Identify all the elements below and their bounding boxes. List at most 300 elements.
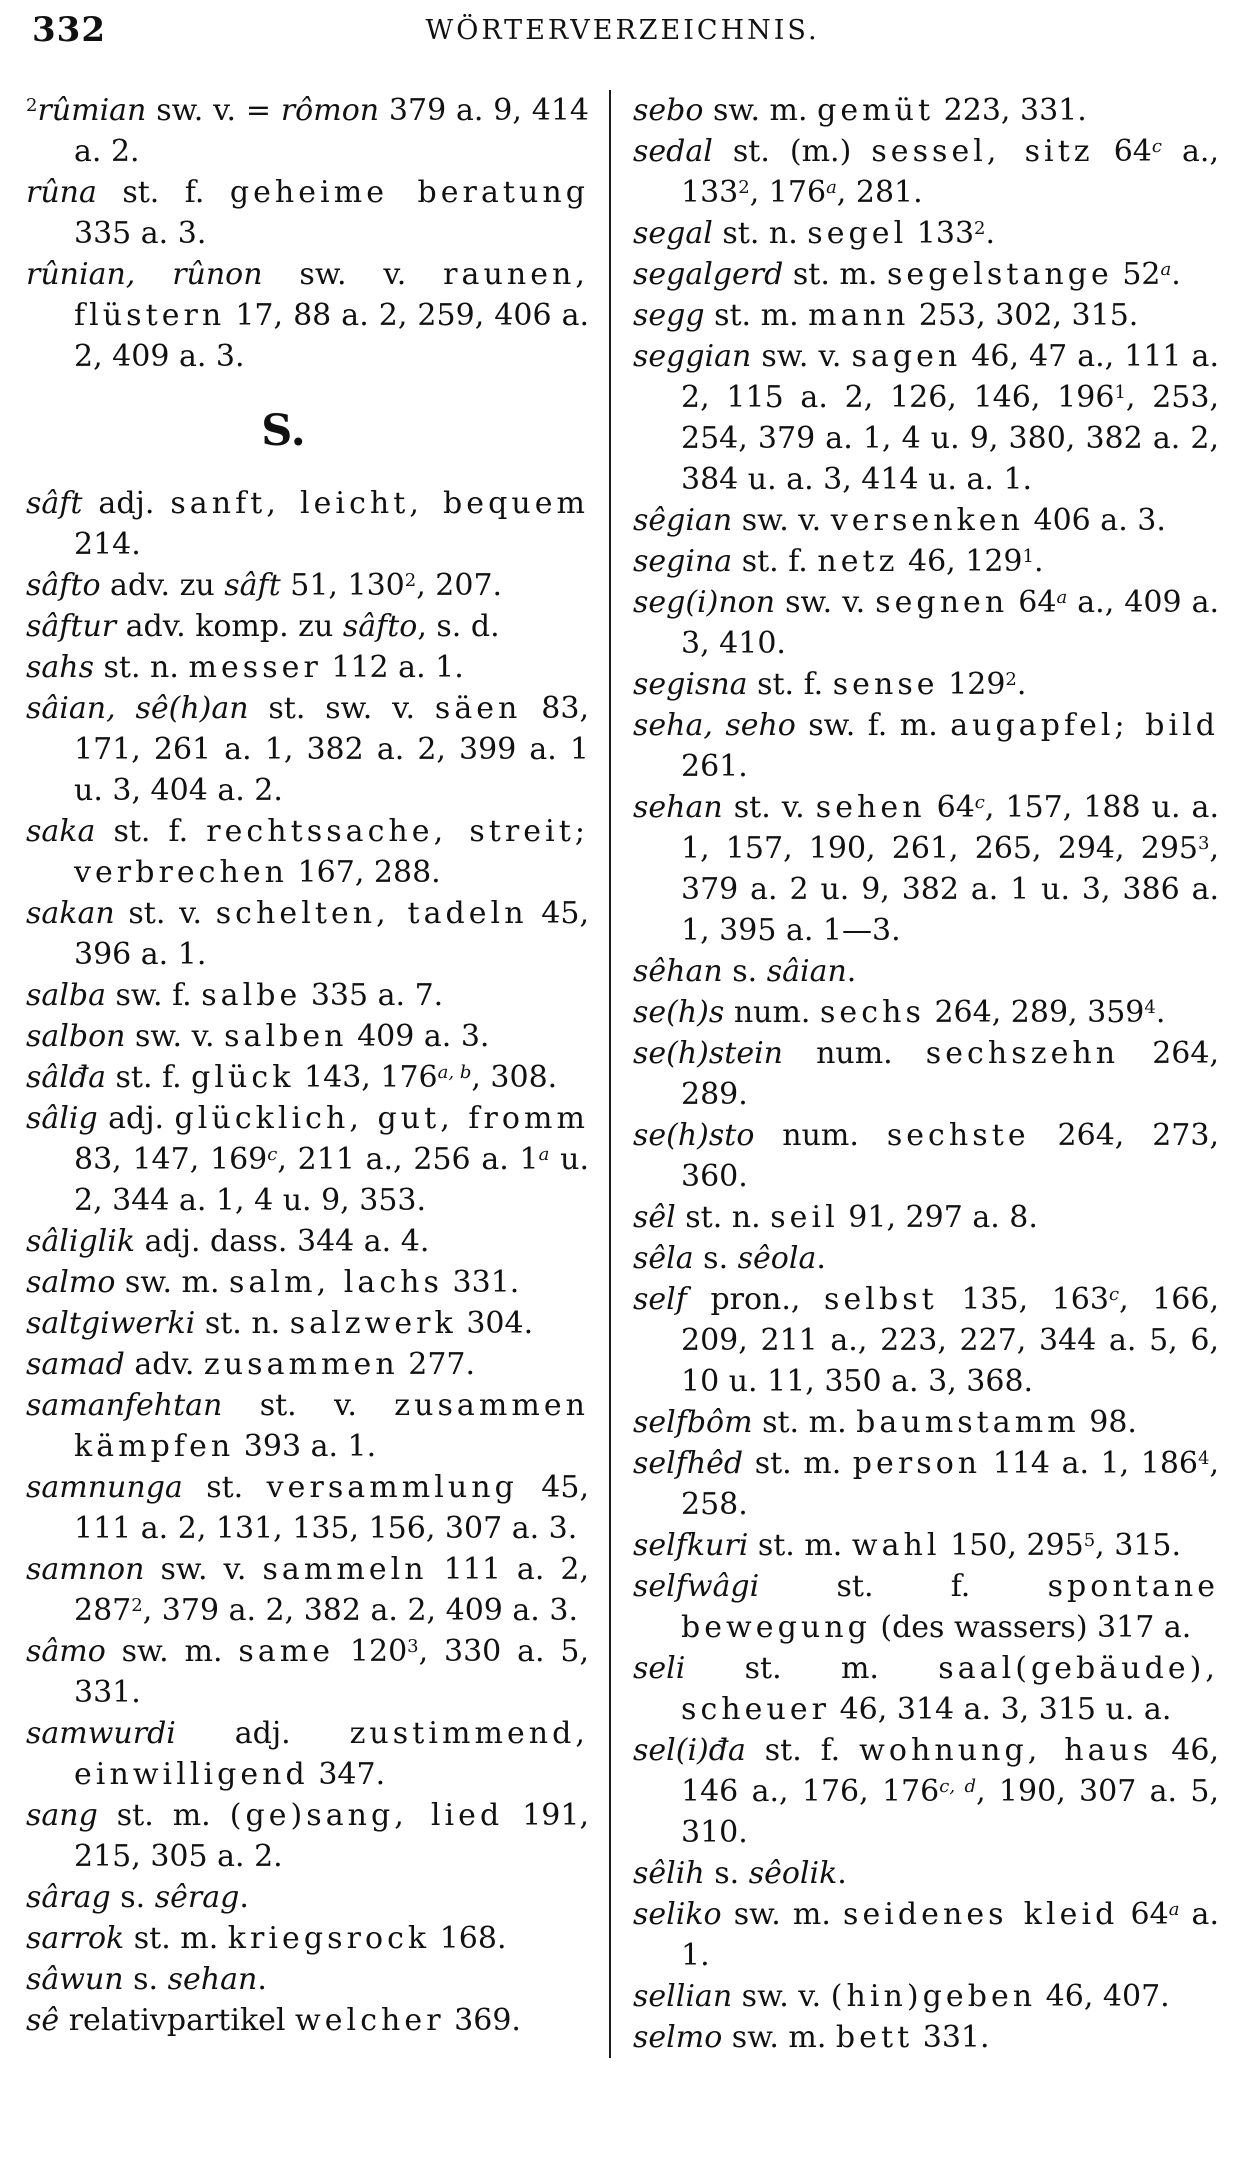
dictionary-entry: [633, 213, 1219, 254]
entry-text: 46, 129: [898, 544, 1023, 579]
entry-text: s.: [704, 1856, 749, 1891]
dictionary-entry: [633, 295, 1219, 336]
entry-text: 304.: [456, 1306, 534, 1341]
entry-headword: seli: [633, 1651, 686, 1686]
entry-text: , 315.: [1095, 1528, 1182, 1563]
entry-headword: segisna: [633, 667, 748, 702]
entry-text: raunen, flüstern: [74, 257, 589, 333]
dictionary-entry: [633, 500, 1219, 541]
entry-text: st. m.: [743, 1446, 853, 1481]
entry-text: sehan: [167, 1962, 258, 1997]
entry-headword: sedal: [633, 134, 713, 169]
entry-text: 46, 146 a., 176, 176: [681, 1733, 1219, 1809]
entry-text: wohnung, haus: [859, 1733, 1153, 1768]
entry-text: salbe: [201, 978, 302, 1013]
entry-text: netz: [817, 544, 899, 579]
entry-text: rômon: [280, 93, 380, 128]
entry-headword: se(h)stein: [633, 1036, 783, 1071]
entry-text: mann: [808, 298, 910, 333]
two-column-layout: [26, 90, 1219, 2058]
entry-text: , 157, 188 u. a. 1, 157, 190, 261, 265, 294, 295: [681, 790, 1219, 866]
entry-headword: sâftur: [26, 609, 117, 644]
entry-text: 17, 88 a. 2, 259, 406 a. 2, 409 a. 3.: [74, 298, 589, 374]
entry-text: 214.: [74, 527, 141, 562]
entry-text: 264, 289, 359: [924, 995, 1145, 1030]
entry-text: 253, 302, 315.: [909, 298, 1139, 333]
entry-text: 5: [1083, 1530, 1096, 1551]
entry-text: sw. v.: [732, 503, 831, 538]
entry-headword: sâian, sê(h)an: [26, 691, 249, 726]
dictionary-entry: [26, 1221, 589, 1262]
entry-text: a: [1168, 1899, 1180, 1920]
entry-text: (des wassers) 317 a.: [870, 1610, 1192, 1645]
entry-text: , 211 a., 256 a. 1: [277, 1142, 539, 1177]
entry-text: st. m.: [97, 1798, 230, 1833]
entry-text: .: [837, 1856, 847, 1891]
entry-text: salzwerk: [289, 1306, 457, 1341]
entry-text: sâft: [224, 568, 281, 603]
entry-text: adj.: [82, 486, 171, 521]
entry-text: sw. v.: [732, 1979, 831, 2014]
entry-headword: segal: [633, 216, 713, 251]
entry-text: 45, 396 a. 1.: [74, 896, 589, 972]
entry-text: st. f.: [105, 1060, 192, 1095]
page-header: [26, 10, 1219, 56]
entry-text: st. f.: [95, 814, 207, 849]
entry-headword: samnon: [26, 1552, 145, 1587]
entry-text: zusammen: [203, 1347, 399, 1382]
entry-text: 114 a. 1, 186: [981, 1446, 1198, 1481]
entry-text: 191, 215, 305 a. 2.: [74, 1798, 589, 1874]
dictionary-entry: [633, 1033, 1219, 1115]
entry-text: 46, 407.: [1036, 1979, 1170, 2014]
entry-headword: seha, seho: [633, 708, 796, 743]
dictionary-entry: [633, 2017, 1219, 2058]
entry-text: , 176: [749, 175, 827, 210]
entry-text: sw. v.: [751, 339, 852, 374]
entry-text: seil: [770, 1200, 839, 1235]
entry-text: sw. m.: [105, 1634, 239, 1669]
entry-text: augapfel; bild: [950, 708, 1219, 743]
entry-text: 347.: [308, 1757, 386, 1792]
entry-text: wahl: [851, 1528, 941, 1563]
entry-text: , 166, 209, 211 a., 223, 227, 344 a. 5, 6, 10 u. 11, 350 a. 3, 368.: [681, 1282, 1219, 1399]
entry-text: 223, 331.: [934, 93, 1087, 128]
dictionary-entry: [633, 1525, 1219, 1566]
entry-text: segelstange: [886, 257, 1113, 292]
entry-text: 4: [1144, 997, 1156, 1018]
entry-text: 45, 111 a. 2, 131, 135, 156, 307 a. 3.: [74, 1470, 589, 1546]
entry-text: 2: [738, 177, 750, 198]
dictionary-entry: [633, 336, 1219, 500]
entry-text: , 190, 307 a. 5, 310.: [681, 1774, 1219, 1850]
entry-text: sw. f. m.: [795, 708, 951, 743]
entry-text: st. m.: [124, 1921, 228, 1956]
entry-headword: sâfto: [26, 568, 101, 603]
entry-text: 331.: [913, 2020, 990, 2055]
page-title: WÖRTERVERZEICHNIS.: [425, 15, 820, 46]
dictionary-entry: [26, 1262, 589, 1303]
entry-text: .: [257, 1962, 267, 1997]
entry-text: , 308.: [471, 1060, 558, 1095]
entry-text: 64: [1093, 134, 1152, 169]
entry-headword: samad: [26, 1347, 125, 1382]
entry-text: 112 a. 1.: [321, 650, 464, 685]
entry-text: sense: [832, 667, 939, 702]
entry-headword: rûna: [26, 175, 97, 210]
entry-text: .: [1033, 544, 1044, 579]
entry-text: 335 a. 7.: [301, 978, 444, 1013]
entry-headword: sâwun: [26, 1962, 124, 1997]
entry-headword: salbon: [26, 1019, 126, 1054]
entry-text: geheime beratung: [229, 175, 589, 210]
dictionary-entry: [633, 1730, 1219, 1853]
entry-headword: sahs: [26, 650, 94, 685]
dictionary-entry: [633, 131, 1219, 213]
entry-text: 135, 163: [937, 1282, 1109, 1317]
entry-text: st.: [182, 1470, 267, 1505]
dictionary-entry: [633, 1976, 1219, 2017]
dictionary-entry: [633, 1238, 1219, 1279]
dictionary-entry: [26, 1549, 589, 1631]
entry-text: adj.: [175, 1716, 350, 1751]
dictionary-entry: [26, 172, 589, 254]
entry-text: adj. dass. 344 a. 4.: [135, 1224, 430, 1259]
entry-headword: sâft: [26, 486, 83, 521]
dictionary-entry: [26, 606, 589, 647]
entry-text: c: [1151, 136, 1162, 157]
entry-text: a: [1160, 259, 1172, 280]
dictionary-entry: [26, 2000, 589, 2041]
entry-text: .: [1016, 667, 1027, 702]
entry-text: sw. v. =: [146, 93, 281, 128]
entry-headword: sang: [26, 1798, 98, 1833]
entry-text: s.: [722, 954, 767, 989]
entry-text: sw. v.: [144, 1552, 263, 1587]
entry-text: 2: [131, 1595, 143, 1616]
entry-text: sehen: [815, 790, 926, 825]
entry-headword: sêhan: [633, 954, 723, 989]
entry-text: segnen: [875, 585, 1009, 620]
entry-text: , 330 a. 5, 331.: [74, 1634, 589, 1710]
entry-text: versenken: [830, 503, 1024, 538]
dictionary-entry: [633, 787, 1219, 951]
entry-text: 64: [925, 790, 975, 825]
entry-text: a: [1056, 587, 1068, 608]
entry-text: st. v.: [722, 790, 816, 825]
left-column: [26, 90, 609, 2058]
dictionary-entry: [26, 1098, 589, 1221]
dictionary-entry: [633, 1115, 1219, 1197]
entry-text: 335 a. 3.: [74, 216, 207, 251]
dictionary-entry: [26, 1344, 589, 1385]
entry-text: sêolik: [748, 1856, 838, 1891]
entry-text: s.: [110, 1880, 155, 1915]
entry-headword: sâlig: [26, 1101, 98, 1136]
entry-text: .: [1155, 995, 1166, 1030]
entry-text: .: [846, 954, 857, 989]
dictionary-entry: [26, 893, 589, 975]
entry-text: , 207.: [416, 568, 503, 603]
entry-text: sechszehn: [925, 1036, 1120, 1071]
entry-text: .: [816, 1241, 826, 1276]
dictionary-entry: [26, 1795, 589, 1877]
entry-text: 51, 130: [280, 568, 405, 603]
dictionary-entry: [633, 705, 1219, 787]
entry-text: adj.: [97, 1101, 175, 1136]
entry-headword: sâlđa: [26, 1060, 106, 1095]
dictionary-entry: [26, 1016, 589, 1057]
entry-headword: saka: [26, 814, 96, 849]
entry-text: sechs: [819, 995, 925, 1030]
entry-headword: seliko: [633, 1897, 722, 1932]
entry-text: sw. m.: [115, 1265, 230, 1300]
dictionary-entry: [26, 483, 589, 565]
entry-text: c: [1108, 1284, 1120, 1305]
entry-text: same: [238, 1634, 335, 1669]
entry-text: c: [974, 792, 985, 813]
entry-text: 1: [1022, 546, 1034, 567]
entry-text: sw. v.: [125, 1019, 225, 1054]
entry-text: a, b: [437, 1062, 472, 1083]
entry-text: 46, 47 a., 111 a. 2, 115 a. 2, 126, 146, 196: [681, 339, 1219, 415]
entry-text: 2: [26, 95, 38, 116]
entry-headword: segina: [633, 544, 733, 579]
entry-headword: selfkuri: [633, 1528, 749, 1563]
entry-headword: segg: [633, 298, 705, 333]
entry-headword: samanfehtan: [26, 1388, 223, 1423]
entry-text: gemüt: [817, 93, 935, 128]
entry-text: sechste: [886, 1118, 1030, 1153]
entry-headword: salmo: [26, 1265, 116, 1300]
section-heading: S.: [261, 406, 306, 456]
entry-text: 2: [404, 570, 417, 591]
entry-text: st. m.: [748, 1528, 852, 1563]
entry-text: 111 a. 2, 287: [74, 1552, 589, 1628]
entry-text: zusammen kämpfen: [74, 1388, 589, 1464]
dictionary-entry: [26, 811, 589, 893]
entry-headword: rûmian: [37, 93, 147, 128]
entry-text: 143, 176: [294, 1060, 438, 1095]
entry-text: adv.: [124, 1347, 204, 1382]
entry-text: 393 a. 1.: [234, 1429, 377, 1464]
entry-text: st. m.: [704, 298, 809, 333]
entry-text: adv. komp. zu: [116, 609, 343, 644]
dictionary-entry: [26, 1385, 589, 1467]
entry-text: bett: [835, 2020, 914, 2055]
entry-text: 98.: [1079, 1405, 1137, 1440]
entry-text: 369.: [444, 2003, 521, 2038]
entry-text: st. (m.): [712, 134, 872, 169]
entry-headword: sâliglik: [26, 1224, 136, 1259]
entry-text: (ge)sang, lied: [229, 1798, 504, 1833]
entry-text: st. n.: [675, 1200, 771, 1235]
entry-text: st. m.: [685, 1651, 939, 1686]
entry-headword: sebo: [633, 93, 704, 128]
entry-text: sâian: [766, 954, 847, 989]
entry-text: 264, 289.: [681, 1036, 1219, 1112]
dictionary-entry: [633, 951, 1219, 992]
entry-text: 406 a. 3.: [1023, 503, 1166, 538]
entry-headword: se(h)sto: [633, 1118, 755, 1153]
entry-headword: rûnian, rûnon: [26, 257, 263, 292]
entry-text: 379 a. 9, 414 a. 2.: [74, 93, 589, 169]
entry-headword: sârag: [26, 1880, 111, 1915]
entry-text: , 258.: [681, 1446, 1219, 1522]
dictionary-entry: [26, 1877, 589, 1918]
entry-text: , 379 a. 2 u. 9, 382 a. 1 u. 3, 386 a. 1, 395 a. 1—3.: [681, 831, 1219, 948]
entry-text: st. n.: [195, 1306, 290, 1341]
entry-text: sw. m.: [721, 1897, 844, 1932]
entry-text: baumstamm: [856, 1405, 1080, 1440]
entry-headword: seg(i)non: [633, 585, 776, 620]
dictionary-entry: [633, 1853, 1219, 1894]
entry-text: sw. m.: [703, 93, 818, 128]
dictionary-entry: [26, 1467, 589, 1549]
entry-text: a: [826, 177, 837, 198]
entry-headword: sellian: [633, 1979, 733, 2014]
entry-text: a., 133: [681, 134, 1219, 210]
entry-text: sw. v.: [775, 585, 876, 620]
dictionary-entry: [633, 1279, 1219, 1402]
entry-text: salben: [224, 1019, 348, 1054]
entry-headword: self: [633, 1282, 687, 1317]
entry-text: 331.: [443, 1265, 520, 1300]
entry-text: s.: [123, 1962, 168, 1997]
dictionary-entry: [26, 254, 589, 377]
entry-text: 150, 295: [940, 1528, 1084, 1563]
entry-text: seidenes kleid: [843, 1897, 1119, 1932]
entry-headword: sehan: [633, 790, 723, 825]
entry-text: 133: [907, 216, 975, 251]
entry-text: st. n.: [712, 216, 808, 251]
dictionary-entry: [26, 688, 589, 811]
entry-headword: se(h)s: [633, 995, 725, 1030]
page-number: 332: [32, 10, 106, 50]
entry-headword: sâmo: [26, 1634, 106, 1669]
entry-headword: segalgerd: [633, 257, 784, 292]
entry-headword: sel(i)đa: [633, 1733, 746, 1768]
entry-text: u. 2, 344 a. 1, 4 u. 9, 353.: [74, 1142, 589, 1218]
entry-headword: salba: [26, 978, 106, 1013]
entry-text: 1: [1114, 382, 1126, 403]
entry-text: st. m.: [752, 1405, 857, 1440]
entry-text: glücklich, gut, fromm: [174, 1101, 589, 1136]
entry-headword: saltgiwerki: [26, 1306, 196, 1341]
dictionary-entry: [26, 1631, 589, 1713]
entry-text: a. 1.: [681, 1897, 1219, 1973]
entry-headword: sê: [26, 2003, 60, 2038]
entry-text: selbst: [824, 1282, 938, 1317]
dictionary-entry: [633, 1443, 1219, 1525]
entry-text: 277.: [398, 1347, 476, 1382]
entry-text: welcher: [295, 2003, 445, 2038]
entry-text: sammeln: [262, 1552, 428, 1587]
entry-text: adv. zu: [100, 568, 225, 603]
entry-text: st. f.: [759, 1569, 1048, 1604]
entry-text: 52: [1112, 257, 1161, 292]
entry-text: spontane bewegung: [681, 1569, 1219, 1645]
entry-headword: sêl: [633, 1200, 676, 1235]
entry-headword: seggian: [633, 339, 752, 374]
dictionary-entry: [633, 90, 1219, 131]
entry-text: saal(gebäude), scheuer: [681, 1651, 1219, 1727]
dictionary-entry: [633, 1648, 1219, 1730]
entry-text: .: [239, 1880, 249, 1915]
entry-text: 64: [1008, 585, 1057, 620]
entry-headword: samnunga: [26, 1470, 183, 1505]
entry-text: pron.,: [686, 1282, 825, 1317]
dictionary-entry: [633, 1402, 1219, 1443]
entry-text: st. v.: [222, 1388, 395, 1423]
entry-text: 2: [974, 218, 986, 239]
entry-text: 168.: [430, 1921, 507, 1956]
entry-text: messer: [188, 650, 322, 685]
entry-text: 3: [1198, 833, 1210, 854]
entry-text: c: [267, 1144, 278, 1165]
entry-headword: selfwâgi: [633, 1569, 760, 1604]
entry-headword: sêla: [633, 1241, 694, 1276]
dictionary-entry: [26, 1918, 589, 1959]
entry-text: 64: [1118, 1897, 1169, 1932]
dictionary-entry: [633, 1197, 1219, 1238]
entry-text: , s. d.: [417, 609, 500, 644]
entry-text: relativpartikel: [59, 2003, 296, 2038]
entry-text: st. f.: [732, 544, 818, 579]
entry-text: c, d: [939, 1776, 977, 1797]
dictionary-entry: [26, 975, 589, 1016]
entry-text: 129: [938, 667, 1006, 702]
entry-text: a., 409 a. 3, 410.: [681, 585, 1220, 661]
dictionary-entry: [633, 582, 1219, 664]
dictionary-entry: [26, 1303, 589, 1344]
entry-text: st. f.: [96, 175, 230, 210]
entry-text: 264, 273, 360.: [681, 1118, 1220, 1194]
entry-text: rechtssache, streit; verbrechen: [74, 814, 590, 890]
dictionary-entry: [26, 90, 589, 172]
entry-text: st. sw. v.: [248, 691, 435, 726]
entry-text: sw. f.: [105, 978, 202, 1013]
dictionary-entry: [633, 254, 1219, 295]
entry-text: st. f.: [747, 667, 833, 702]
entry-text: schelten, tadeln: [215, 896, 528, 931]
entry-text: a: [538, 1144, 550, 1165]
entry-text: salm, lachs: [229, 1265, 443, 1300]
dictionary-entry: [633, 541, 1219, 582]
dictionary-entry: [26, 1057, 589, 1098]
entry-text: person: [852, 1446, 982, 1481]
entry-text: st. n.: [94, 650, 189, 685]
dictionary-entry: [633, 1894, 1219, 1976]
entry-text: , 253, 254, 379 a. 1, 4 u. 9, 380, 382 a. 2, 384 u. a. 3, 414 u. a. 1.: [681, 380, 1219, 497]
entry-text: , 281.: [836, 175, 923, 210]
entry-text: segel: [807, 216, 908, 251]
entry-text: 261.: [681, 749, 748, 784]
entry-text: st. f.: [745, 1733, 860, 1768]
dictionary-entry: [26, 1959, 589, 2000]
entry-text: num.: [754, 1118, 887, 1153]
entry-headword: selfbôm: [633, 1405, 753, 1440]
entry-text: zustimmend, einwilligend: [74, 1716, 589, 1792]
entry-text: sw. m.: [722, 2020, 836, 2055]
entry-headword: selmo: [633, 2020, 723, 2055]
entry-text: num.: [724, 995, 820, 1030]
right-column column-divider: [609, 90, 1219, 2058]
entry-text: sêrag: [154, 1880, 240, 1915]
entry-text: .: [985, 216, 996, 251]
entry-text: glück: [191, 1060, 295, 1095]
entry-text: (hin)geben: [830, 1979, 1037, 2014]
